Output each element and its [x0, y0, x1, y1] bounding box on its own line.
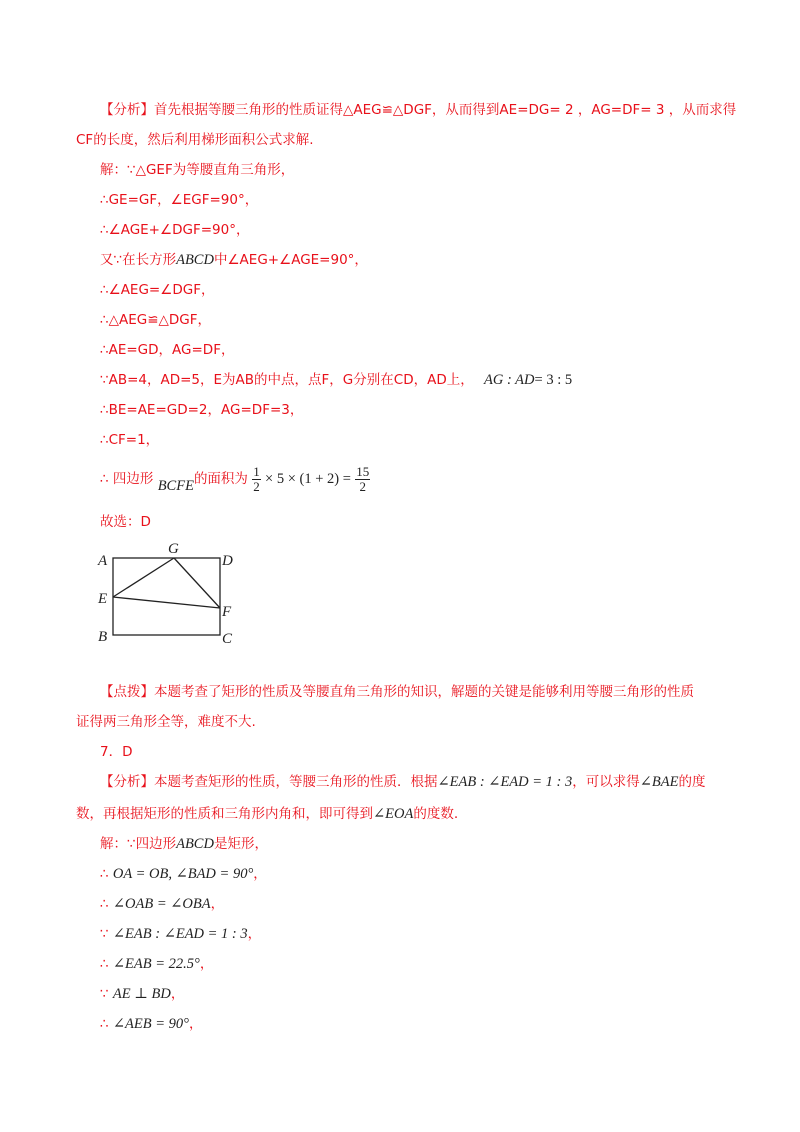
rectangle-figure [92, 540, 252, 650]
step-3-math: ABCD [176, 252, 214, 268]
fraction-half-den: 2 [253, 478, 260, 494]
q7-step-5 [100, 984, 184, 1004]
q7-step-1-math: OA = OB, ∠BAD = 90° [112, 866, 254, 882]
q7-solve-math: ABCD [176, 836, 214, 852]
q7-analysis-line-1 [100, 772, 705, 792]
step-10-mid: 的面积为 [193, 471, 248, 487]
q7-step-1 [100, 864, 267, 884]
therefore-symbol: ∴ [100, 896, 109, 912]
step-3 [100, 250, 368, 270]
rectangle-abcd [113, 558, 220, 635]
step-3-pre: 又∵在长方形 [100, 252, 177, 268]
step-6: ∴AE=GD，AG=DF， [100, 342, 235, 358]
q7-step-3 [100, 924, 261, 944]
q7-step-4-math: ∠EAB = 22.5° [112, 956, 200, 972]
because-symbol: ∵ [100, 986, 109, 1002]
q7-solve-pre: 解：∵四边形 [100, 836, 177, 852]
tip-line-1 [100, 682, 694, 702]
analysis-line-1 [100, 100, 736, 120]
q7-number: 7．D [100, 744, 133, 760]
q7-analysis-mid: ，可以求得 [572, 774, 640, 790]
q7-analysis-angle: ∠BAE [639, 774, 679, 790]
step-4: ∴∠AEG=∠DGF， [100, 282, 215, 298]
q7-step-6 [100, 1014, 202, 1034]
q7-step-2 [100, 894, 224, 914]
step-7-pre: ∵AB=4，AD=5，E为AB的中点，点F，G分别在CD，AD上， [100, 372, 474, 388]
q7-step-1-end: ， [253, 866, 267, 882]
step-2: ∴∠AGE+∠DGF=90°， [100, 222, 250, 238]
segment-eg [113, 558, 174, 597]
label-a: A [98, 553, 108, 569]
q7-step-3-math: ∠EAB : ∠EAD = 1 : 3 [112, 926, 248, 942]
step-9: ∴CF=1， [100, 432, 160, 448]
therefore-symbol: ∴ [100, 866, 109, 882]
step-7-post: = 3 : 5 [534, 372, 573, 388]
q7-step-3-end: ， [247, 926, 262, 942]
q7-analysis-ratio: ∠EAB : ∠EAD = 1 : 3 [437, 774, 573, 790]
label-f: F [222, 604, 232, 620]
q7-step-6-end: ， [188, 1016, 203, 1032]
analysis-line-2: CF的长度，然后利用梯形面积公式求解. [76, 132, 314, 148]
step-10 [100, 462, 370, 496]
tip-tag: 【点拨】 [100, 684, 154, 700]
label-b: B [98, 629, 108, 645]
q7-step-6-math: ∠AEB = 90° [112, 1016, 189, 1032]
tip-line-2: 证得两三角形全等，难度不大. [76, 714, 256, 730]
q7-analysis-tag: 【分析】 [100, 774, 154, 790]
q7-solution-intro [100, 834, 268, 854]
label-d: D [222, 553, 233, 569]
q7-analysis2-post: 的度数. [413, 806, 459, 822]
segment-ef [113, 597, 220, 608]
solution-intro: 解：∵△GEF为等腰直角三角形， [100, 162, 295, 178]
step-8: ∴BE=AE=GD=2，AG=DF=3， [100, 402, 304, 418]
label-c: C [222, 631, 233, 647]
fraction-result-den: 2 [359, 478, 366, 494]
fraction-result-num: 15 [356, 463, 370, 479]
step-10-pre: ∴ 四边形 [100, 471, 154, 487]
q7-analysis-line-2 [76, 804, 458, 824]
step-1: ∴GE=GF，∠EGF=90°， [100, 192, 259, 208]
analysis-text-1: 首先根据等腰三角形的性质证得△AEG≌△DGF，从而得到AE=DG= 2 ，AG=DF= 3 ，从而求得 [154, 102, 737, 118]
q7-step-4 [100, 954, 213, 974]
q7-step-5-end: ， [170, 986, 185, 1002]
q7-step-4-end: ， [199, 956, 214, 972]
analysis-tag: 【分析】 [100, 102, 154, 118]
q7-step-2-end: ， [210, 896, 225, 912]
fraction-result [355, 465, 370, 494]
therefore-symbol: ∴ [100, 956, 109, 972]
q7-step-2-math: ∠OAB = ∠OBA [112, 896, 211, 912]
q7-solve-post: 是矩形， [213, 836, 268, 852]
q7-step-5-math: AE ⊥ BD [112, 986, 171, 1002]
fraction-half [252, 465, 261, 494]
segment-gf [174, 558, 220, 608]
step-7 [100, 370, 572, 390]
step-10-expr: × 5 × (1 + 2) = [265, 471, 351, 487]
step-3-post: 中∠AEG+∠AGE=90°， [213, 252, 368, 268]
label-e: E [98, 591, 108, 607]
because-symbol: ∵ [100, 926, 109, 942]
tip-text-1: 本题考查了矩形的性质及等腰直角三角形的知识，解题的关键是能够利用等腰三角形的性质 [154, 684, 694, 700]
step-7-math: AG : AD [484, 372, 535, 388]
answer-line: 故选：D [100, 514, 151, 530]
step-10-math: BCFE [157, 478, 194, 494]
q7-analysis2-angle: ∠EOA [373, 806, 414, 822]
label-g: G [168, 541, 179, 557]
q7-analysis-pre: 本题考查矩形的性质，等腰三角形的性质．根据 [154, 774, 438, 790]
q7-analysis-post: 的度 [678, 774, 706, 790]
step-5: ∴△AEG≌△DGF， [100, 312, 212, 328]
fraction-half-num: 1 [253, 463, 260, 479]
q7-analysis2-pre: 数，再根据矩形的性质和三角形内角和，即可得到 [76, 806, 373, 822]
therefore-symbol: ∴ [100, 1016, 109, 1032]
